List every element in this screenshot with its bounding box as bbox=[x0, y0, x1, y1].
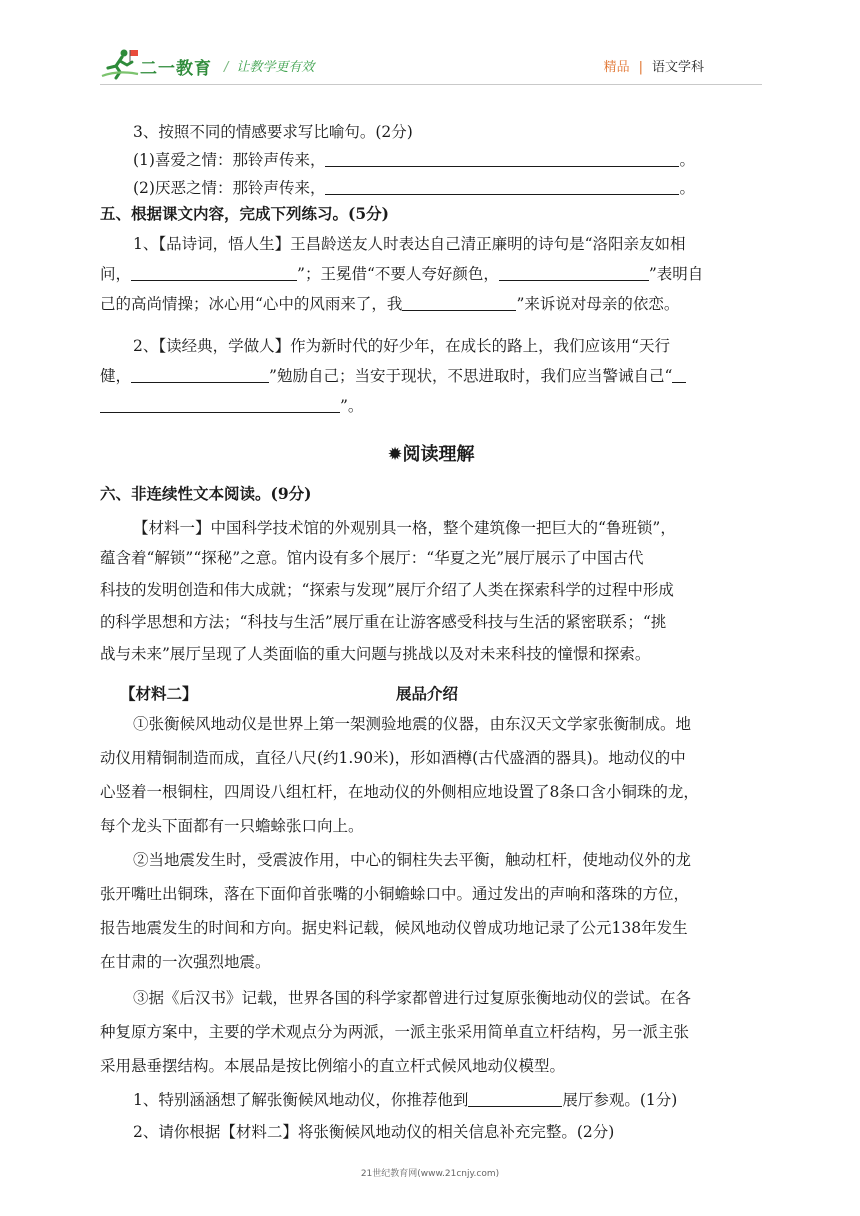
s6-q1-b: 展厅参观。(1分) bbox=[562, 1091, 678, 1109]
q3-item2-text: (2)厌恶之情：那铃声传来， bbox=[133, 179, 326, 197]
q3-title: 3、按照不同的情感要求写比喻句。(2分) bbox=[133, 123, 413, 141]
answer-blank[interactable] bbox=[468, 1090, 562, 1107]
p2-line4: 在甘肃的一次强烈地震。 bbox=[100, 953, 271, 971]
answer-blank[interactable] bbox=[131, 366, 269, 383]
answer-blank[interactable] bbox=[325, 178, 679, 195]
m2-label: 【材料二】 bbox=[120, 684, 198, 703]
s5-q1-line3 bbox=[100, 290, 762, 318]
subject-label: 语文学科 bbox=[651, 60, 704, 75]
answer-blank[interactable] bbox=[100, 396, 340, 413]
m1-line1: 【材料一】中国科学技术馆的外观别具一格，整个建筑像一把巨大的“鲁班锁”， bbox=[133, 519, 676, 537]
s5-q1-line2-b: ”；王冕借“不要人夸好颜色， bbox=[297, 265, 499, 283]
answer-blank[interactable] bbox=[672, 366, 686, 383]
s5-q2-line3-b: ”。 bbox=[340, 397, 364, 415]
p1-line2: 动仪用精铜制造而成，直径八尺(约1.90米)，形如酒樽(古代盛酒的器具)。地动仪的中 bbox=[100, 749, 686, 767]
subject-badge bbox=[604, 56, 704, 75]
slogan bbox=[224, 56, 314, 75]
logo-text: 二一教育 bbox=[140, 59, 212, 79]
s5-q2-line2-a: 健， bbox=[100, 367, 132, 385]
quality-label: 精品 bbox=[603, 60, 630, 75]
s5-q1-line3-a: 己的高尚情操；冰心用“心中的风雨来了，我 bbox=[100, 295, 403, 313]
s5-q1-line2-c: ”表明自 bbox=[648, 265, 704, 283]
s6-q2: 2、请你根据【材料二】将张衡候风地动仪的相关信息补充完整。(2分) bbox=[133, 1123, 615, 1141]
s5-q1-line2-a: 问， bbox=[100, 265, 132, 283]
m1-line4: 的科学思想和方法；“科技与生活”展厅重在让游客感受科技与生活的紧密联系；“挑 bbox=[100, 613, 667, 631]
m1-line5: 战与未来”展厅呈现了人类面临的重大问题与挑战以及对未来科技的憧憬和探索。 bbox=[100, 645, 651, 663]
p1-line3: 心竖着一根铜柱，四周设八组杠杆，在地动仪的外侧相应地设置了8条口含小铜珠的龙， bbox=[100, 783, 699, 801]
slash-divider: / bbox=[224, 60, 229, 75]
s6-q1 bbox=[133, 1086, 795, 1114]
slogan-text: 让教学更有效 bbox=[236, 60, 315, 75]
header-divider bbox=[100, 84, 762, 85]
p3-line3: 采用悬垂摆结构。本展品是按比例缩小的直立杆式候风地动仪模型。 bbox=[100, 1057, 566, 1075]
q3-item1-text: (1)喜爱之情：那铃声传来， bbox=[133, 151, 326, 169]
answer-blank[interactable] bbox=[131, 264, 297, 281]
page-header bbox=[100, 46, 762, 86]
answer-blank[interactable] bbox=[499, 264, 649, 281]
p2-line3: 报告地震发生的时间和方向。据史料记载，候风地动仪曾成功地记录了公元138年发生 bbox=[100, 919, 688, 937]
q3-item1-end: 。 bbox=[679, 151, 695, 169]
p2-line1: ②当地震发生时，受震波作用，中心的铜柱失去平衡，触动杠杆，使地动仪外的龙 bbox=[133, 851, 692, 869]
runner-logo-icon bbox=[100, 48, 140, 80]
s5-q2-line2 bbox=[100, 362, 762, 390]
s5-q1-line3-b: ”来诉说对母亲的依恋。 bbox=[516, 295, 680, 313]
q3-item2-end: 。 bbox=[679, 179, 695, 197]
p3-line1: ③据《后汉书》记载，世界各国的科学家都曾进行过复原张衡地动仪的尝试。在各 bbox=[133, 989, 692, 1007]
answer-blank[interactable] bbox=[325, 150, 679, 167]
page-footer: 21世纪教育网(www.21cnjy.com) bbox=[360, 1169, 500, 1179]
s6-q1-a: 1、特别涵涵想了解张衡候风地动仪，你推荐他到 bbox=[133, 1091, 469, 1109]
m1-line2: 蕴含着“解锁”“探秘”之意。馆内设有多个展厅：“华夏之光”展厅展示了中国古代 bbox=[100, 549, 644, 567]
section5-title: 五、根据课文内容，完成下列练习。(5分) bbox=[100, 204, 389, 223]
q3-item1 bbox=[133, 146, 795, 174]
badge-separator: | bbox=[638, 60, 643, 75]
s5-q1-line2 bbox=[100, 260, 762, 288]
s5-q2-line3 bbox=[100, 392, 762, 420]
s5-q2-line1: 2、【读经典，学做人】作为新时代的好少年，在成长的路上，我们应该用“天行 bbox=[133, 337, 671, 355]
p3-line2: 种复原方案中，主要的学术观点分为两派，一派主张采用简单直立杆结构，另一派主张 bbox=[100, 1023, 690, 1041]
p1-line4: 每个龙头下面都有一只蟾蜍张口向上。 bbox=[100, 817, 364, 835]
q3-item2 bbox=[133, 174, 795, 202]
m2-title: 展品介绍 bbox=[396, 684, 459, 703]
s5-q2-line2-b: ”勉励自己；当安于现状，不思进取时，我们应当警诫自己“ bbox=[269, 367, 673, 385]
p2-line2: 张开嘴吐出铜珠，落在下面仰首张嘴的小铜蟾蜍口中。通过发出的声响和落珠的方位， bbox=[100, 885, 690, 903]
section6-title: 六、非连续性文本阅读。(9分) bbox=[100, 484, 312, 503]
m1-line3: 科技的发明创造和伟大成就；“探索与发现”展厅介绍了人类在探索科学的过程中形成 bbox=[100, 581, 674, 599]
reading-heading: ✹阅读理解 bbox=[387, 444, 475, 465]
s5-q1-line1: 1、【品诗词，悟人生】王昌龄送友人时表达自己清正廉明的诗句是“洛阳亲友如相 bbox=[133, 235, 686, 253]
p1-line1: ①张衡候风地动仪是世界上第一架测验地震的仪器，由东汉天文学家张衡制成。地 bbox=[133, 715, 692, 733]
answer-blank[interactable] bbox=[402, 294, 516, 311]
